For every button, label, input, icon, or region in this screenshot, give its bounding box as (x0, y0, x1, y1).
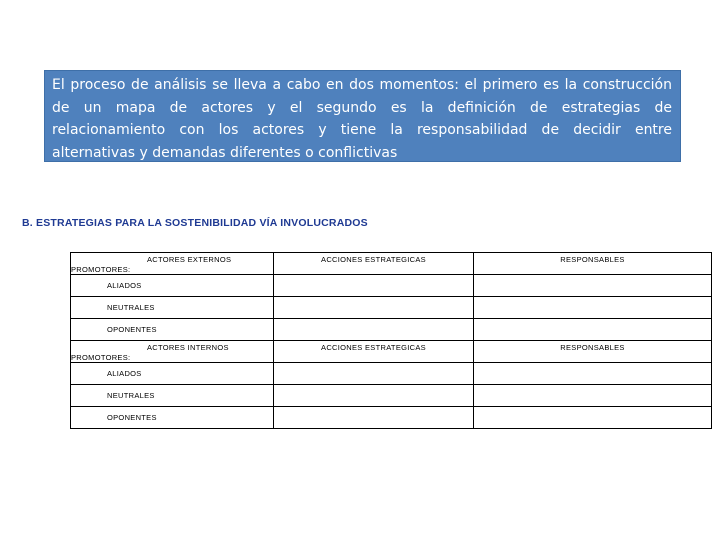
intro-line-3: relacionamiento con los actores y tiene la responsabilidad de decidir entre (52, 122, 672, 138)
responsible-cell (474, 407, 712, 429)
external-allies-cell: ALIADOS (71, 275, 274, 297)
responsible-cell (474, 385, 712, 407)
internal-actors-header: ACTORES INTERNOS (147, 343, 229, 352)
section-title: B. ESTRATEGIAS PARA LA SOSTENIBILIDAD VÍA INVOLUCRADOS (22, 217, 368, 229)
intro-line-1: El proceso de análisis se lleva a cabo en dos momentos: el primero es la construcción (52, 77, 672, 93)
actions-cell (274, 363, 474, 385)
external-neutrals-cell: NEUTRALES (71, 297, 274, 319)
responsible-cell (474, 297, 712, 319)
actions-cell (274, 385, 474, 407)
responsible-cell (474, 275, 712, 297)
actions-cell (274, 319, 474, 341)
internal-promoters-label: PROMOTORES: (71, 353, 131, 362)
external-responsible-header: RESPONSABLES (560, 255, 625, 264)
internal-opponents-cell: OPONENTES (71, 407, 274, 429)
intro-text-box (44, 70, 681, 162)
actions-cell (274, 275, 474, 297)
strategy-table (70, 252, 712, 429)
external-promoters-label: PROMOTORES: (71, 265, 131, 274)
table-row (71, 407, 712, 429)
internal-responsible-header-cell (474, 341, 712, 363)
internal-actions-header-cell (274, 341, 474, 363)
external-header-row (71, 253, 712, 275)
internal-actors-header-cell (71, 341, 274, 363)
external-opponents-cell: OPONENTES (71, 319, 274, 341)
intro-line-2: de un mapa de actores y el segundo es la definición de estrategias de (52, 99, 672, 116)
external-actions-header-cell (274, 253, 474, 275)
external-actors-header-cell (71, 253, 274, 275)
internal-allies-cell: ALIADOS (71, 363, 274, 385)
actions-cell (274, 297, 474, 319)
external-responsible-header-cell (474, 253, 712, 275)
responsible-cell (474, 319, 712, 341)
internal-neutrals-cell: NEUTRALES (71, 385, 274, 407)
internal-actions-header: ACCIONES ESTRATEGICAS (321, 343, 426, 352)
table-row (71, 275, 712, 297)
table-row (71, 385, 712, 407)
external-actors-header: ACTORES EXTERNOS (147, 255, 232, 264)
actions-cell (274, 407, 474, 429)
table-row (71, 363, 712, 385)
table-row (71, 319, 712, 341)
internal-responsible-header: RESPONSABLES (560, 343, 625, 352)
table-row (71, 297, 712, 319)
internal-header-row (71, 341, 712, 363)
responsible-cell (474, 363, 712, 385)
intro-line-4: alternativas y demandas diferentes o conflictivas (52, 144, 398, 161)
external-actions-header: ACCIONES ESTRATEGICAS (321, 255, 426, 264)
